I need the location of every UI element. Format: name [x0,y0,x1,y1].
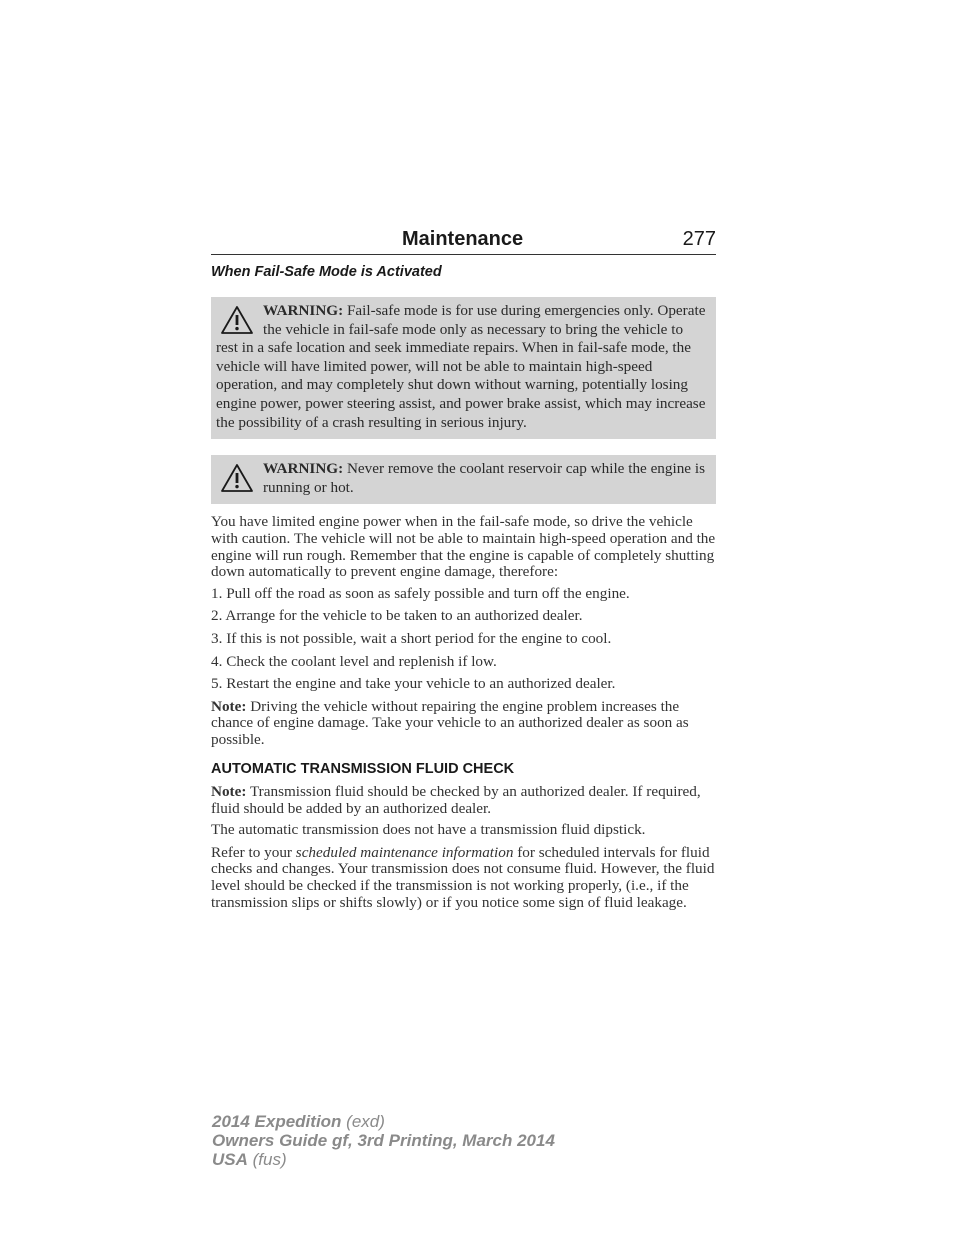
page-header [211,228,716,255]
note-text: Transmission fluid should be checked by an authorized dealer. If required, fluid should be added by an authorized dealer. [211,783,701,817]
warning-box-fail-safe [211,297,716,439]
manual-page [211,228,716,916]
step-item: 3. If this is not possible, wait a short period for the engine to cool. [211,629,612,647]
scheduled-maintenance-reference: scheduled maintenance information [295,843,514,861]
intro-paragraph: You have limited engine power when in the fail-safe mode, so drive the vehicle with caution. The vehicle will not be able to maintain high-speed operation and the engine will run rough. Remember that the engine is capable of completely shutting down automatically to prevent engine damage, therefore: [211,513,716,581]
footer-line-region [212,1150,555,1169]
footer-model-code: (exd) [341,1112,385,1131]
step-item: 4. Check the coolant level and replenish if low. [211,652,497,670]
note-engine-damage [211,699,716,749]
footer-region: USA [212,1150,248,1169]
note-text: Driving the vehicle without repairing the engine problem increases the chance of engine damage. Take your vehicle to an authorized dealer as soon as possible. [211,697,689,748]
warning-box-coolant [211,455,716,504]
warning-triangle-icon [220,305,254,335]
note-label: Note: [211,783,247,801]
section-title: Maintenance [402,228,524,250]
subheading: When Fail-Safe Mode is Activated [211,264,442,280]
step-item: 1. Pull off the road as soon as safely possible and turn off the engine. [211,584,630,602]
footer-model: 2014 Expedition [212,1112,342,1131]
page-footer [212,1112,555,1169]
step-item: 5. Restart the engine and take your vehicle to an authorized dealer. [211,675,616,693]
body-content [211,514,716,911]
section-heading: AUTOMATIC TRANSMISSION FLUID CHECK [211,761,515,778]
warning-label: WARNING: [263,460,344,478]
dipstick-paragraph: The automatic transmission does not have a transmission fluid dipstick. [211,821,646,839]
footer-region-code: (fus) [247,1150,287,1169]
step-item: 2. Arrange for the vehicle to be taken to an authorized dealer. [211,607,583,625]
warning-triangle-icon [220,463,254,493]
footer-line-guide: Owners Guide gf, 3rd Printing, March 2014 [212,1131,555,1150]
footer-line-model [212,1112,555,1131]
warning-label: WARNING: [263,302,344,319]
warning-text: Never remove the coolant reservoir cap while the engine is running or hot. [263,460,705,496]
warning-text: Fail-safe mode is for use during emergencies only. Operate the vehicle in fail-safe mode only as necessary to bring the vehicle to rest in a safe location and seek immediate repairs. When in fail-safe mode, the vehicle will have limited power, will not be able to maintain high-speed operation, and may completely shut down without warning, potentially losing engine power, power steering assist, and power brake assist, which may increase the possibility of a crash resulting in serious injury. [216,302,706,431]
refer-paragraph [211,845,716,911]
note-label: Note: [211,697,247,715]
note-transmission-fluid [211,784,716,817]
refer-text-start: Refer to your [211,843,296,861]
page-number: 277 [682,228,716,250]
refer-text-end: for scheduled intervals for fluid checks and changes. Your transmission does not consume fluid. However, the fluid level should be checked if the transmission is not working properly, (i.e., if the transmission slips or shifts slowly) or if you notice some sign of fluid leakage. [211,843,715,911]
